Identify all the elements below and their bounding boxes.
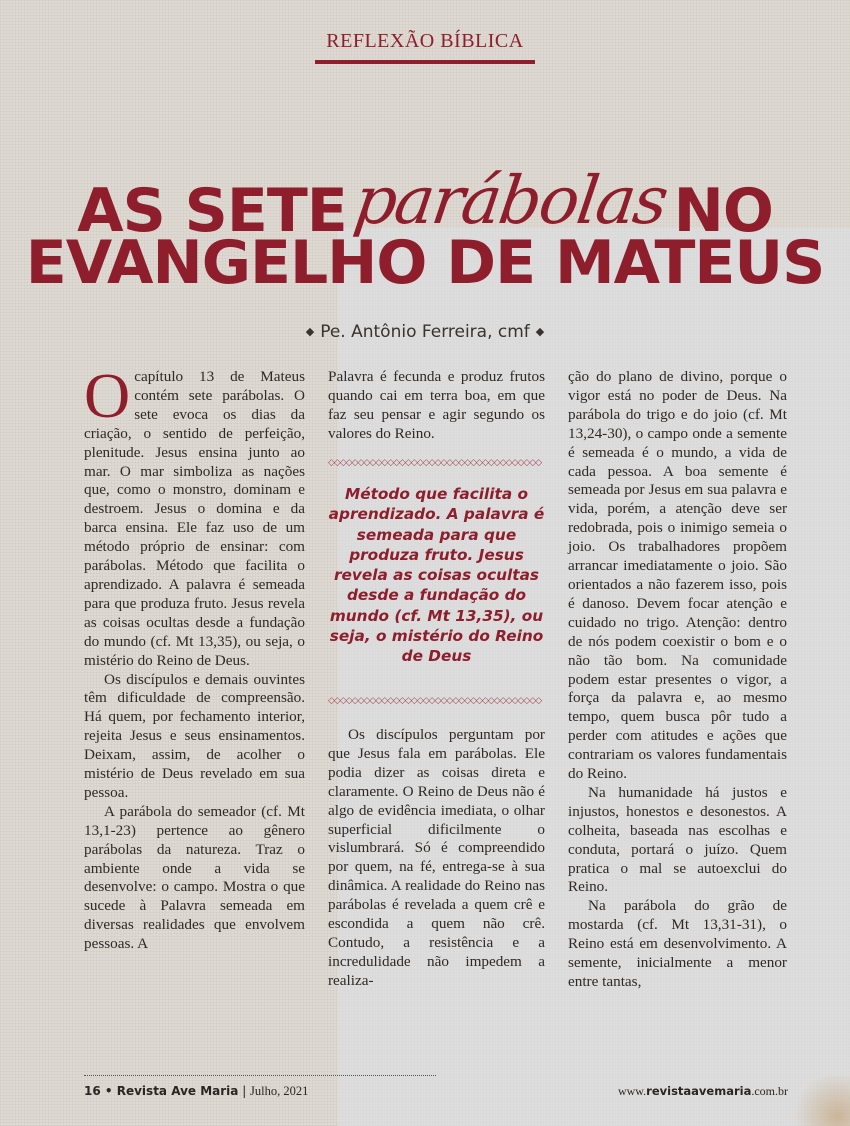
- pull-quote: Método que facilita o aprendizado. A palavra é semeada para que produza fruto. Jesus revela as coisas ocultas desde a fundação do mundo (cf. Mt 13,35), ou seja, o mistério do Reino de Deus: [328, 485, 545, 666]
- author-name: Pe. Antônio Ferreira, cmf: [320, 322, 530, 342]
- section-underline: [315, 60, 535, 64]
- article-column-2-top: [328, 368, 545, 444]
- headline-word-no: NO: [673, 176, 773, 246]
- magazine-name: Revista Ave Maria: [116, 1084, 239, 1098]
- section-label: REFLEXÃO BÍBLICA: [326, 30, 524, 52]
- paragraph-text: capítulo 13 de Mateus contém sete parábolas. O sete evoca os dias da criação, o sentido de perfeição, plenitude. Jesus ensina junto ao mar. O mar simboliza as nações que, como o monstro, dominam e destroem. Jesus o domina e da barca ensina. Ele faz uso de um método próprio de ensinar: com parábolas. Método que facilita o aprendizado. A palavra é semeada para que produza fruto. Jesus revela as coisas ocultas desde a fundação do mundo (cf. Mt 13,35), ou seja, o mistério do Reino de Deus.: [84, 368, 305, 669]
- website-url: [618, 1084, 788, 1099]
- article-column-3: [568, 368, 787, 992]
- paragraph: A parábola do semeador (cf. Mt 13,1-23) pertence ao gênero parábolas da natureza. Traz o ambiente onde a vida se desenvolve: o campo. Mostra o que sucede à Palavra semeada em diversas realidades que envolvem pessoas. A: [84, 802, 305, 953]
- url-prefix: www.: [617, 1084, 647, 1098]
- diamond-icon: ◆: [305, 325, 315, 338]
- footer-dotted-rule: [84, 1075, 436, 1076]
- headline-word-as-sete: AS SETE: [77, 176, 347, 246]
- paragraph: [84, 360, 305, 671]
- byline: [0, 322, 850, 342]
- page-number: 16: [84, 1084, 101, 1098]
- paragraph: Os discípulos e demais ouvintes têm dificuldade de compreensão. Há quem, por fechamento interior, rejeita Jesus e seus ensinamentos. Deixam, assim, de acolher o mistério de Deus revelado em sua pessoa.: [84, 670, 305, 801]
- headline-script-word: parábolas: [349, 162, 672, 239]
- diamond-icon: ◆: [535, 325, 545, 338]
- headline-line-2: EVANGELHO DE MATEUS: [25, 228, 825, 298]
- paragraph: Palavra é fecunda e produz frutos quando cai em terra boa, em que faz seu pensar e agir segundo os valores do Reino.: [328, 368, 545, 442]
- url-suffix: .com.br: [751, 1084, 788, 1098]
- footer-page-info: 16 • Revista Ave Maria | Julho, 2021: [84, 1084, 309, 1098]
- issue-date: Julho, 2021: [250, 1084, 309, 1098]
- paragraph: Na humanidade há justos e injustos, honestos e desonestos. A colheita, baseada nas escolhas e conduta, portará o juízo. Quem pratica o mal se autoexclui do Reino.: [568, 783, 787, 896]
- drop-cap: O: [84, 360, 131, 431]
- paper-stain: [790, 1076, 850, 1126]
- decorative-divider: ◇◇◇◇◇◇◇◇◇◇◇◇◇◇◇◇◇◇◇◇◇◇◇◇◇◇◇◇◇◇◇◇◇◇◇◇: [328, 458, 542, 468]
- article-column-2-bottom: [328, 726, 545, 991]
- article-column-1: [84, 360, 305, 954]
- paragraph: Na parábola do grão de mostarda (cf. Mt 13,31-31), o Reino está em desenvolvimento. A semente, inicialmente a menor entre tantas,: [568, 897, 787, 990]
- url-domain: revistaavemaria: [646, 1084, 752, 1098]
- paragraph: Os discípulos perguntam por que Jesus fala em parábolas. Ele podia dizer as coisas direta e claramente. O Reino de Deus não é algo de evidência imediata, o olhar superficial dificilmente o vislumbrará. Só é compreendido por quem, na fé, entrega-se à sua dinâmica. A realidade do Reino nas parábolas é revelada a quem crê e escondida a quem não crê. Contudo, a resistência e a incredulidade não impedem a realiza-: [328, 726, 545, 989]
- decorative-divider: ◇◇◇◇◇◇◇◇◇◇◇◇◇◇◇◇◇◇◇◇◇◇◇◇◇◇◇◇◇◇◇◇◇◇◇◇: [328, 696, 542, 706]
- paragraph: ção do plano de divino, porque o vigor está no poder de Deus. Na parábola do trigo e do joio (cf. Mt 13,24-30), o campo onde a semente é semeada é o mundo, a vida de cada pessoa. A boa semente é semeada por Jesus em sua palavra e vida, porém, a atenção deve ser redobrada, pois o inimigo semeia o joio. Os trabalhadores propõem arrancar imediatamente o joio. São orientados a não fazerem isso, pois é danoso. Devem focar atenção e cuidado no trigo. Atenção: dentro de nós podem coexistir o bom e o não tão bom. Na comunidade podem estar presentes o vigor, a força da palavra e, ao mesmo tempo, quem busca pôr tudo a perder com atitudes e ações que contrariam os valores fundamentais do Reino.: [568, 368, 787, 783]
